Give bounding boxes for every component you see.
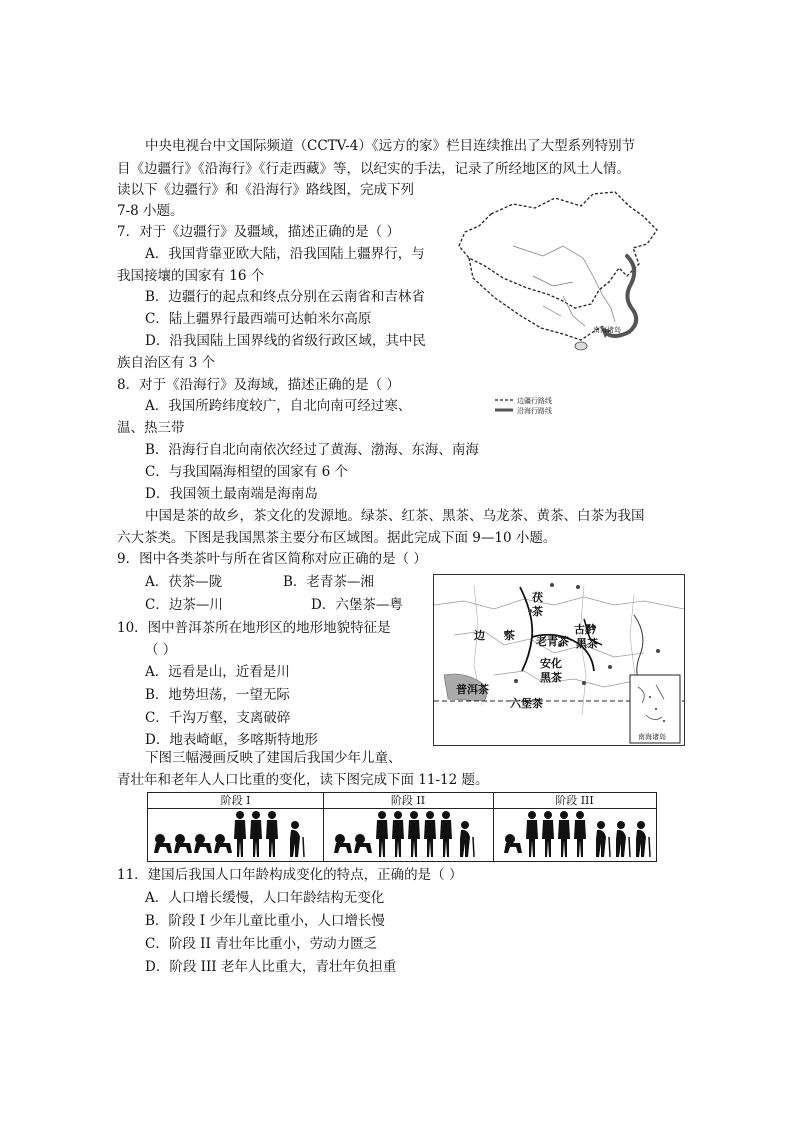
q7-option-d-line1: D．沿我国陆上国界线的省级行政区域，其中民 — [145, 333, 426, 349]
q9-option-a: A．茯茶—陇 — [145, 574, 223, 590]
label-anhua-1: 安化 — [540, 657, 562, 670]
border-route-south — [469, 258, 603, 340]
q10-paren: （ ） — [145, 642, 177, 658]
map2-south-sea-label: 南海诸岛 — [638, 733, 666, 741]
label-puercha: 普洱茶 — [456, 683, 489, 696]
q8-option-c: C．与我国隔海相望的国家有 6 个 — [145, 464, 349, 480]
q7-option-d-line2: 族自治区有 3 个 — [117, 355, 216, 371]
q7-stem: 7．对于《边疆行》及疆域，描述正确的是（ ） — [117, 224, 400, 240]
stage-3-header: 阶段 III — [493, 793, 656, 809]
dark-tea-map-figure — [433, 574, 685, 746]
population-stage-figure — [147, 792, 657, 862]
label-biancha-1: 边 — [474, 629, 485, 642]
map1-south-sea-label: 南海诸岛 — [593, 326, 621, 334]
intro3-line1: 下图三幅漫画反映了建国后我国少年儿童、 — [145, 750, 402, 766]
intro1-line3: 读以下《边疆行》和《沿海行》路线图，完成下列 — [117, 182, 414, 198]
label-anhua-2: 黑茶 — [540, 671, 562, 684]
label-fucha-1: 茯 — [532, 591, 543, 604]
label-biancha-2: 茶 — [504, 629, 515, 642]
population-figures — [148, 809, 656, 861]
q10-option-c: C．千沟万壑，支离破碎 — [145, 710, 291, 726]
q8-stem: 8．对于《沿海行》及海域，描述正确的是（ ） — [117, 377, 400, 393]
q10-option-a: A．远看是山，近看是川 — [145, 664, 290, 680]
q11-option-b: B．阶段 I 少年儿童比重小，人口增长慢 — [145, 913, 385, 929]
q10-option-d: D．地表崎岖，多喀斯特地形 — [145, 732, 318, 748]
intro2-line2: 六大茶类。下图是我国黑茶主要分布区域图。据此完成下面 9—10 小题。 — [117, 530, 557, 546]
q8-option-b: B．沿海行自北向南依次经过了黄海、渤海、东海、南海 — [145, 442, 479, 458]
route-map-figure — [443, 186, 675, 422]
intro1-line2: 目《边疆行》《沿海行》《行走西藏》等，以纪实的手法，记录了所经地区的风土人情。 — [117, 161, 630, 177]
label-fucha-2: 茶 — [532, 605, 543, 618]
dark-tea-map — [434, 575, 684, 745]
label-liubaocha: 六堡茶 — [510, 697, 543, 710]
q10-stem: 10．图中普洱茶所在地形区的地形地貌特征是 — [117, 620, 391, 636]
q11-option-c: C．阶段 II 青壮年比重小，劳动力匮乏 — [145, 936, 378, 952]
q9-option-d: D．六堡茶—粤 — [311, 597, 403, 613]
q9-stem: 9．图中各类茶叶与所在省区简称对应正确的是（ ） — [117, 551, 427, 567]
q10-option-b: B．地势坦荡，一望无际 — [145, 687, 290, 703]
q8-option-d: D．我国领土最南端是海南岛 — [145, 486, 318, 502]
q9-option-c: C．边茶—川 — [145, 597, 223, 613]
stage-3-figures — [504, 811, 650, 857]
legend-coast-route: 沿海行路线 — [517, 407, 552, 415]
stage-2-header: 阶段 II — [323, 793, 493, 809]
q7-option-c: C．陆上疆界行最西端可达帕米尔高原 — [145, 311, 372, 327]
q11-option-d: D．阶段 III 老年人比重大，青壮年负担重 — [145, 959, 397, 975]
q8-option-a-line2: 温、热三带 — [117, 420, 185, 436]
label-laoqingcha: 老青茶 — [536, 635, 569, 648]
stage-1-figures — [154, 811, 304, 857]
q7-option-a-line1: A．我国背靠亚欧大陆，沿我国陆上疆界行，与 — [145, 246, 425, 262]
q11-stem: 11．建国后我国人口年龄构成变化的特点，正确的是（ ） — [117, 867, 463, 883]
intro2-line1: 中国是茶的故乡，茶文化的发源地。绿茶、红茶、黑茶、乌龙茶、黄茶、白茶为我国 — [145, 508, 645, 524]
q11-option-a: A．人口增长缓慢，人口年龄结构无变化 — [145, 890, 385, 906]
intro3-line2: 青壮年和老年人人口比重的变化，读下图完成下面 11-12 题。 — [117, 772, 489, 788]
legend-border-route: 边疆行路线 — [517, 397, 552, 405]
q7-option-a-line2: 我国接壤的国家有 16 个 — [117, 268, 265, 284]
china-route-map — [443, 186, 675, 422]
coast-route-line — [605, 256, 636, 336]
stage-2-figures — [334, 811, 474, 857]
q9-option-b: B．老青茶—湘 — [283, 574, 374, 590]
intro1-line1: 中央电视台中文国际频道（CCTV-4）《远方的家》栏目连续推出了大型系列特别节 — [145, 138, 636, 154]
label-guqian-1: 古黔 — [574, 623, 596, 636]
q7-option-b: B．边疆行的起点和终点分别在云南省和吉林省 — [145, 289, 425, 305]
stage-1-header: 阶段 I — [148, 793, 323, 809]
intro1-line4: 7-8 小题。 — [117, 203, 184, 219]
label-guqian-2: 黑茶 — [576, 637, 598, 650]
q8-option-a-line1: A．我国所跨纬度较广，自北向南可经过寒、 — [145, 398, 412, 414]
